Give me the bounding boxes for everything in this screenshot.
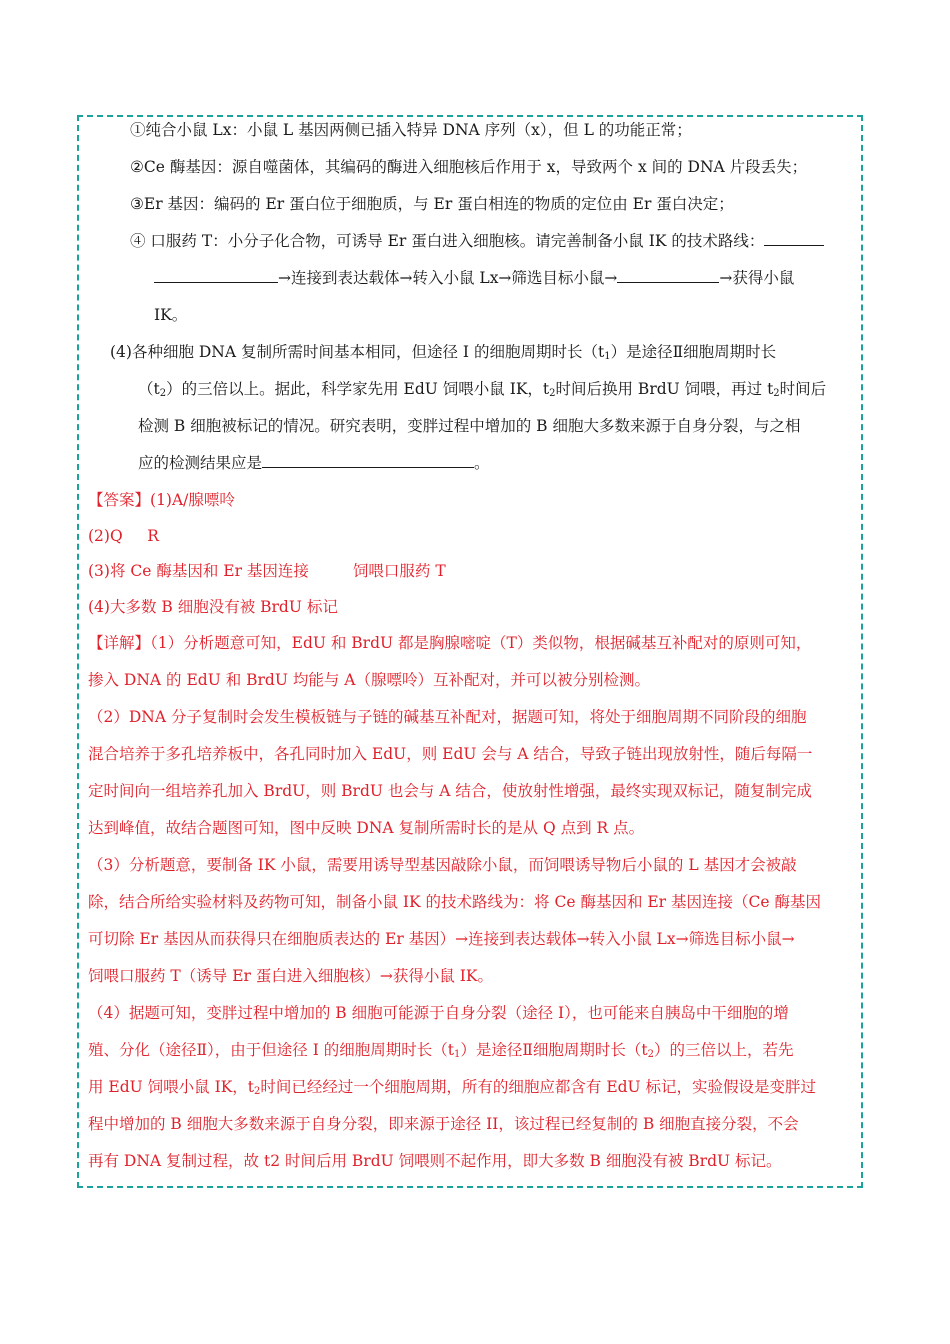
- detail-p2-line-2: 混合培养于多孔培养板中，各孔同时加入 EdU，则 EdU 会与 A 结合，导致子链出现放射性，随后每隔一: [88, 745, 813, 763]
- answer-4: (4)大多数 B 细胞没有被 BrdU 标记: [88, 598, 338, 616]
- q4-line-1: [110, 342, 776, 362]
- subscript: 2: [254, 1086, 261, 1097]
- detail-text: （1）分析题意可知，EdU 和 BrdU 都是胸腺嘧啶（T）类似物，根据碱基互补配对的原则可知，: [150, 634, 812, 652]
- answer-1: (1)A/腺嘌呤: [150, 491, 235, 509]
- route-part-2: →获得小鼠: [719, 269, 795, 287]
- detail-p4-line-5: 再有 DNA 复制过程，故 t2 时间后用 BrdU 饲喂则不起作用，即大多数 B 细胞没有被 BrdU 标记。: [88, 1152, 782, 1170]
- item-1: ①纯合小鼠 Lx：小鼠 L 基因两侧已插入特异 DNA 序列（x），但 L 的功能正常；: [130, 121, 692, 139]
- detail-p2-line-4: 达到峰值，故结合题图可知，图中反映 DNA 复制所需时长的是从 Q 点到 R 点。: [88, 819, 645, 837]
- item-4: [130, 231, 824, 251]
- route-line: [154, 268, 794, 288]
- route-part-1: →连接到表达载体→转入小鼠 Lx→筛选目标小鼠→: [278, 269, 618, 287]
- route-end: IK。: [154, 306, 188, 324]
- detail-p4-line-3: [88, 1077, 816, 1097]
- detail-p3-line-3: 可切除 Er 基因从而获得只在细胞质表达的 Er 基因）→连接到表达载体→转入小鼠 Lx→筛选目标小鼠→: [88, 930, 795, 948]
- q4-text: 应的检测结果应是: [138, 454, 263, 472]
- detail-p3-line-1: （3）分析题意，要制备 IK 小鼠，需要用诱导型基因敲除小鼠，而饲喂诱导物后小鼠的 L 基因才会被敲: [88, 856, 797, 874]
- q4-text: 时间后: [779, 380, 827, 398]
- item-3: ③Er 基因：编码的 Er 蛋白位于细胞质，与 Er 蛋白相连的物质的定位由 Er 蛋白决定；: [130, 195, 734, 213]
- subscript: 2: [159, 388, 167, 399]
- answer-blank-1a: [764, 231, 824, 246]
- answer-2: (2)Q R: [88, 527, 159, 545]
- detail-p4-line-1: （4）据题可知，变胖过程中增加的 B 细胞可能源于自身分裂（途径 I），也可能来自胰岛中干细胞的增: [88, 1004, 789, 1022]
- answer-blank-1b: [154, 268, 278, 283]
- detail-p4-line-4: 程中增加的 B 细胞大多数来源于自身分裂，即来源于途径 II，该过程已经复制的 B 细胞直接分裂，不会: [88, 1115, 799, 1133]
- subscript: 1: [604, 351, 611, 362]
- detail-text: 时间已经经过一个细胞周期，所有的细胞应都含有 EdU 标记，实验假设是变胖过: [260, 1078, 817, 1096]
- detail-p3-line-2: 除，结合所给实验材料及药物可知，制备小鼠 IK 的技术路线为：将 Ce 酶基因和 Er 基因连接（Ce 酶基因: [88, 893, 821, 911]
- q4-line-4: [138, 453, 490, 473]
- subscript: 1: [454, 1049, 461, 1060]
- item-2: ②Ce 酶基因：源自噬菌体，其编码的酶进入细胞核后作用于 x，导致两个 x 间的 DNA 片段丢失；: [130, 158, 808, 176]
- answer-blank-3: [262, 453, 474, 468]
- answer-3b: 饲喂口服药 T: [352, 562, 446, 580]
- detail-text: ）的三倍以上，若先: [654, 1041, 794, 1059]
- detail-p2-line-1: （2）DNA 分子复制时会发生模板链与子链的碱基互补配对，据题可知，将处于细胞周期不同阶段的细胞: [88, 708, 807, 726]
- q4-text: (4)各种细胞 DNA 复制所需时间基本相同，但途径 I 的细胞周期时长（t: [110, 343, 605, 361]
- detail-text: 殖、分化（途径Ⅱ），由于但途径 I 的细胞周期时长（t: [88, 1041, 454, 1059]
- subscript: 2: [549, 388, 556, 399]
- detail-text: ）是途径Ⅱ细胞周期时长（t: [460, 1041, 648, 1059]
- q4-text: 时间后换用 BrdU 饲喂，再过 t: [555, 380, 774, 398]
- detail-p1-line-1: [88, 633, 811, 653]
- detail-p1-line-2: 掺入 DNA 的 EdU 和 BrdU 均能与 A（腺嘌呤）互补配对，并可以被分别检测。: [88, 671, 650, 689]
- detail-p2-line-3: 定时间向一组培养孔加入 BrdU，则 BrdU 也会与 A 结合，使放射性增强，最终实现双标记，随复制完成: [88, 782, 812, 800]
- q4-line-2: [138, 379, 826, 399]
- q4-text: 。: [474, 454, 490, 472]
- answer-blank-2: [617, 268, 719, 283]
- answer-line-3: [88, 561, 446, 581]
- answer-tag: 【答案】: [88, 491, 151, 509]
- subscript: 2: [647, 1049, 655, 1060]
- detail-tag: 【详解】: [88, 634, 151, 652]
- answer-3a: (3)将 Ce 酶基因和 Er 基因连接: [88, 562, 309, 580]
- detail-p4-line-2: [88, 1040, 794, 1060]
- detail-p3-line-4: 饲喂口服药 T（诱导 Er 蛋白进入细胞核）→获得小鼠 IK。: [88, 967, 493, 985]
- detail-text: 用 EdU 饲喂小鼠 IK，t: [88, 1078, 255, 1096]
- item-4-text: ④ 口服药 T：小分子化合物，可诱导 Er 蛋白进入细胞核。请完善制备小鼠 IK 的技术路线：: [130, 232, 765, 250]
- subscript: 2: [773, 388, 780, 399]
- q4-text: ）是途径Ⅱ细胞周期时长: [610, 343, 777, 361]
- q4-text: （t: [138, 380, 160, 398]
- answer-line-1: [88, 490, 235, 510]
- q4-line-3: 检测 B 细胞被标记的情况。研究表明，变胖过程中增加的 B 细胞大多数来源于自身分裂，与之相: [138, 417, 801, 435]
- q4-text: ）的三倍以上。据此，科学家先用 EdU 饲喂小鼠 IK，t: [166, 380, 550, 398]
